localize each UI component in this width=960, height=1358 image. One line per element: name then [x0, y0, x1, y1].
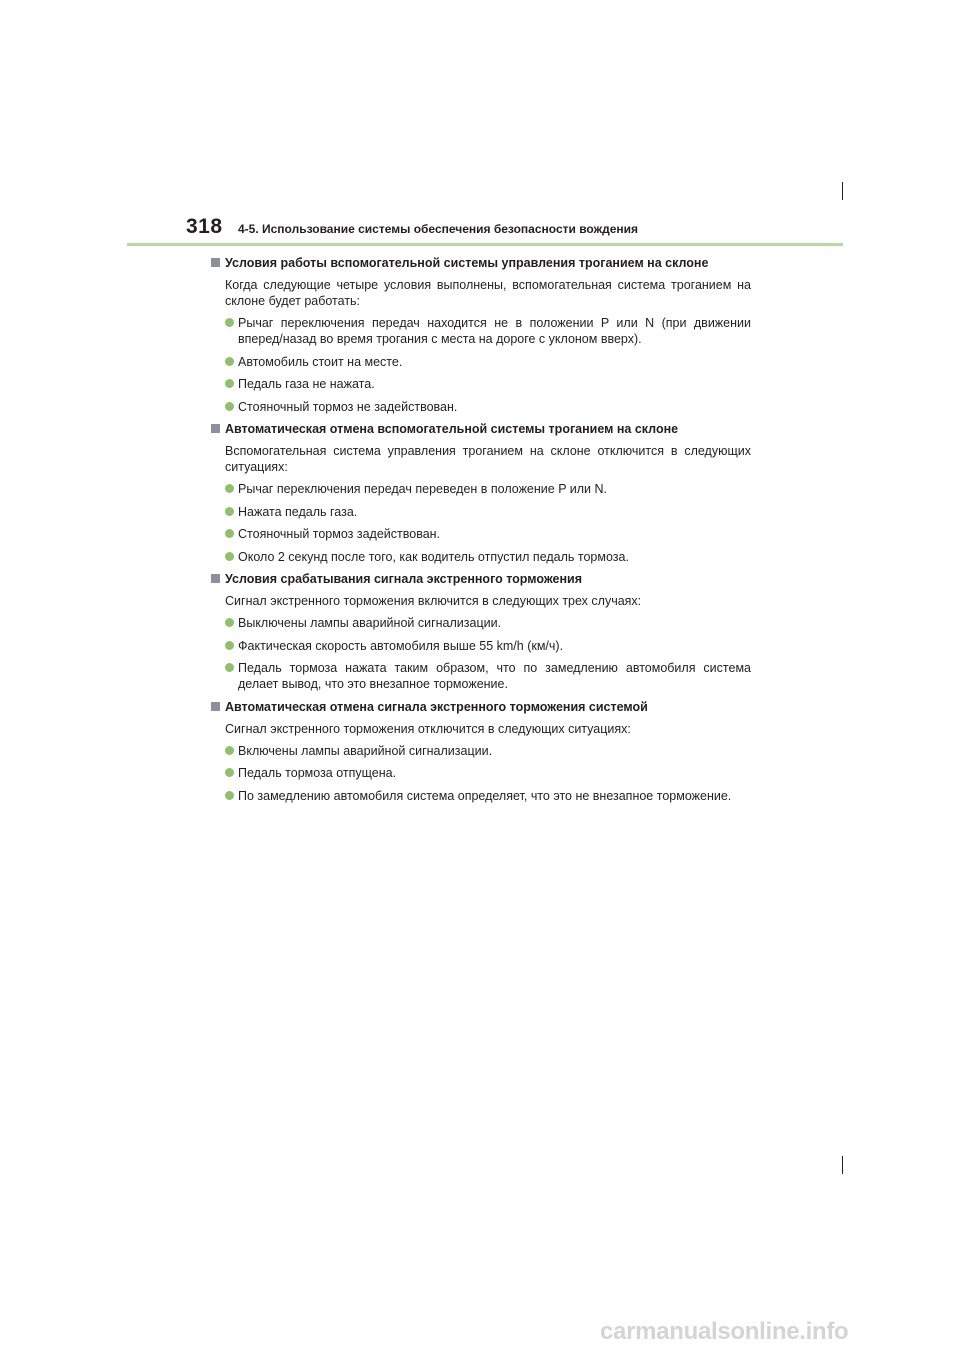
- list-item: Автомобиль стоит на месте.: [211, 354, 751, 370]
- section-heading: Автоматическая отмена сигнала экстренного торможения системой: [211, 699, 751, 715]
- watermark: carmanualsonline.info: [600, 1318, 849, 1345]
- bullet-dot-icon: [225, 507, 234, 516]
- bullet-dot-icon: [225, 768, 234, 777]
- main-content: [211, 255, 751, 810]
- bullet-dot-icon: [225, 379, 234, 388]
- crop-mark-top: [842, 182, 843, 200]
- list-item: Выключены лампы аварийной сигнализации.: [211, 615, 751, 631]
- square-bullet-icon: [211, 702, 220, 711]
- section-emergency-signal-conditions: [211, 571, 751, 692]
- running-title: 4-5. Использование системы обеспечения безопасности вождения: [238, 222, 639, 236]
- list-item: Стояночный тормоз не задействован.: [211, 399, 751, 415]
- bullet-dot-icon: [225, 641, 234, 650]
- section-intro: Сигнал экстренного торможения включится в следующих трех случаях:: [225, 594, 642, 608]
- section-heading: Условия срабатывания сигнала экстренного торможения: [211, 571, 751, 587]
- square-bullet-icon: [211, 424, 220, 433]
- list-item: Педаль тормоза нажата таким образом, что по замедлению автомобиля система делает вывод, что это внезапное торможение.: [211, 660, 751, 692]
- list-item: Включены лампы аварийной сигнализации.: [211, 743, 751, 759]
- section-emergency-signal-cancel: [211, 699, 751, 804]
- section-hill-start-cancel: [211, 421, 751, 565]
- bullet-dot-icon: [225, 746, 234, 755]
- list-item: Около 2 секунд после того, как водитель отпустил педаль тормоза.: [211, 549, 751, 565]
- section-intro: Когда следующие четыре условия выполнены, вспомогательная система троганием на склоне будет работать:: [225, 278, 751, 308]
- section-hill-start-conditions: [211, 255, 751, 415]
- bullet-dot-icon: [225, 402, 234, 411]
- list-item: Педаль газа не нажата.: [211, 376, 751, 392]
- list-item: Нажата педаль газа.: [211, 504, 751, 520]
- bullet-dot-icon: [225, 791, 234, 800]
- bullet-dot-icon: [225, 529, 234, 538]
- bullet-dot-icon: [225, 357, 234, 366]
- list-item: Рычаг переключения передач переведен в положение P или N.: [211, 481, 751, 497]
- square-bullet-icon: [211, 574, 220, 583]
- section-intro: Вспомогательная система управления троганием на склоне отключится в следующих ситуациях:: [225, 444, 751, 474]
- section-heading: Автоматическая отмена вспомогательной системы троганием на склоне: [211, 421, 751, 437]
- section-intro: Сигнал экстренного торможения отключится в следующих ситуациях:: [225, 721, 631, 736]
- square-bullet-icon: [211, 258, 220, 267]
- bullet-dot-icon: [225, 318, 234, 327]
- crop-mark-bottom: [842, 1156, 843, 1174]
- section-heading: Условия работы вспомогательной системы управления троганием на склоне: [211, 255, 751, 271]
- bullet-dot-icon: [225, 552, 234, 561]
- bullet-dot-icon: [225, 663, 234, 672]
- list-item: Стояночный тормоз задействован.: [211, 526, 751, 542]
- page-header: [0, 0, 960, 250]
- list-item: По замедлению автомобиля система определяет, что это не внезапное торможение.: [211, 788, 751, 804]
- header-rule: [127, 243, 843, 246]
- bullet-dot-icon: [225, 618, 234, 627]
- list-item: Рычаг переключения передач находится не в положении P или N (при движении вперед/назад во время трогания с места на дороге с уклоном вверх).: [211, 315, 751, 347]
- page-number: 318: [186, 215, 223, 238]
- list-item: Фактическая скорость автомобиля выше 55 km/h (км/ч).: [211, 638, 751, 654]
- bullet-dot-icon: [225, 484, 234, 493]
- list-item: Педаль тормоза отпущена.: [211, 765, 751, 781]
